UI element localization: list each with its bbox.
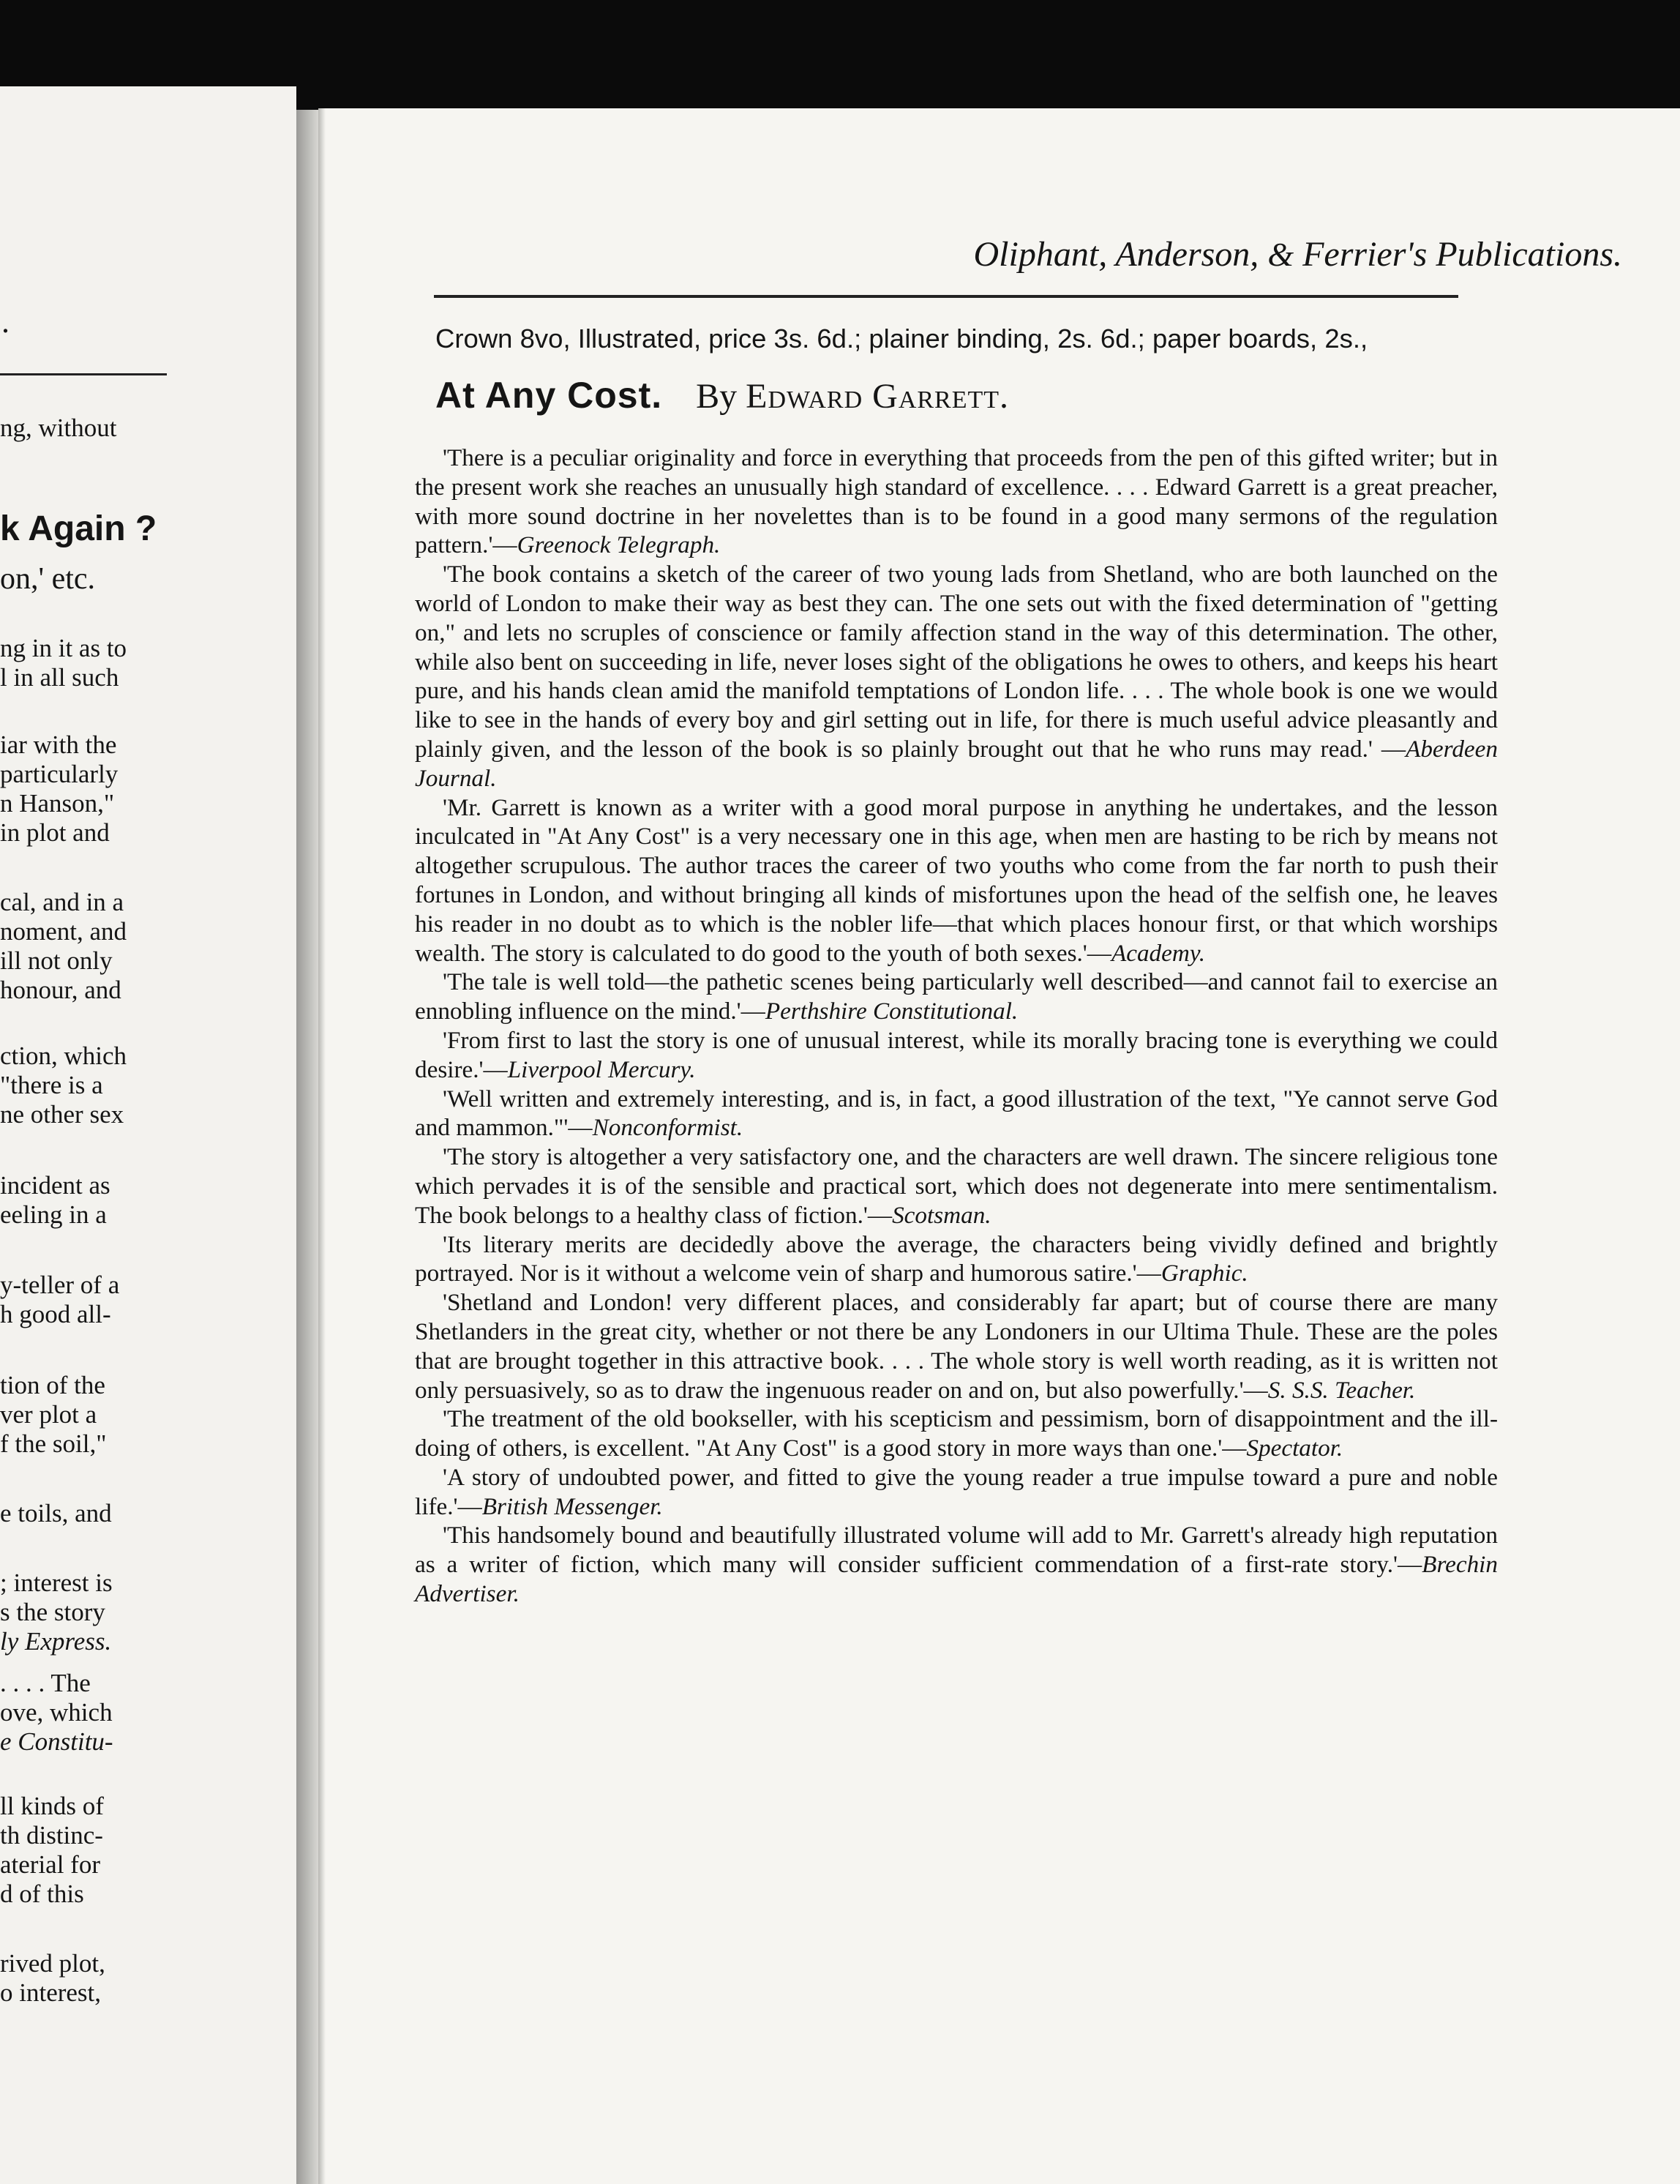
left-text-line: iar with the [0, 730, 117, 759]
left-text-line: "there is a [0, 1071, 103, 1099]
book-title-by: By [696, 377, 738, 416]
left-text-line: cal, and in a [0, 888, 124, 916]
left-text-line: ill not only [0, 946, 113, 975]
left-text-line: ver plot a [0, 1400, 97, 1429]
left-text-line: e Constitu- [0, 1727, 113, 1756]
review-source: Scotsman. [892, 1201, 991, 1229]
review-source: Spectator. [1246, 1435, 1343, 1462]
left-text-line: in plot and [0, 818, 110, 847]
review-text: 'The story is altogether a very satisfactory one, and the characters are well drawn. The sincere religious tone which pervades it is of the sensible and practical sort, which does not degenerate into mere sentimentalism. The book belongs to a healthy class of fiction.'— [415, 1143, 1498, 1229]
review-text: 'Mr. Garrett is known as a writer with a good moral purpose in anything he undertakes, and the lesson inculcated in "At Any Cost" is a very necessary one in this age, when men are hasting to be rich by means not altogether scrupulous. The author traces the career of two youths who come from the far north to push their fortunes in London, and without bringing all kinds of misfortunes upon the head of the selfish one, he leaves his reader in no doubt as to which is the nobler life—that which places honour first, or that which worships wealth. The story is calculated to do good to the youth of both sexes.'— [415, 793, 1498, 967]
left-text-line: d of this [0, 1880, 84, 1908]
left-page [0, 86, 296, 2184]
left-text-line: ll kinds of [0, 1792, 104, 1820]
review-paragraph [415, 1143, 1498, 1230]
review-text: 'A story of undoubted power, and fitted to give the young reader a true impulse toward a pure and noble life.'— [415, 1463, 1498, 1520]
left-text-line: ng in it as to [0, 634, 127, 662]
review-source: Perthshire Constitutional. [765, 998, 1019, 1025]
running-head-part: Oliphant, Anderson, [973, 235, 1268, 274]
review-source: Liverpool Mercury. [507, 1055, 696, 1083]
book-title: At Any Cost. [435, 375, 663, 416]
review-source: Nonconformist. [592, 1114, 743, 1142]
left-text-line: s the story [0, 1598, 105, 1626]
review-source: Brechin Advertiser. [415, 1551, 1498, 1608]
review-paragraph [415, 793, 1498, 968]
left-text-line: n Hanson," [0, 789, 115, 818]
left-text-line: . . . . The [0, 1669, 91, 1697]
left-text-line: incident as [0, 1171, 110, 1200]
reviews [415, 444, 1498, 1609]
header-rule [434, 295, 1458, 298]
page-edge-shadow [318, 108, 326, 2184]
left-text-line: ne other sex [0, 1100, 124, 1129]
review-text: 'Well written and extremely interesting, and is, in fact, a good illustration of the text, "Ye cannot serve God and mammon."'— [415, 1085, 1498, 1142]
review-paragraph [415, 1405, 1498, 1463]
left-text-line: rived plot, [0, 1949, 105, 1978]
left-text-line: tion of the [0, 1371, 105, 1399]
running-head-part: Ferrier's Publications. [1294, 235, 1622, 274]
review-paragraph [415, 560, 1498, 793]
left-text-line: ng, without [0, 414, 117, 442]
left-text-line: e toils, and [0, 1499, 112, 1527]
left-text-line: l in all such [0, 663, 119, 692]
left-text-line: h good all- [0, 1300, 111, 1328]
review-paragraph [415, 1288, 1498, 1405]
book-title-line [435, 372, 1009, 420]
left-page-dot: . [1, 304, 10, 340]
review-source: Academy. [1111, 939, 1206, 967]
left-page-rule [0, 373, 167, 375]
review-paragraph [415, 1463, 1498, 1522]
running-head [318, 233, 1666, 277]
left-text-line: ction, which [0, 1041, 127, 1070]
left-text-line: particularly [0, 760, 119, 788]
review-source: Graphic. [1160, 1260, 1248, 1287]
left-text-line: noment, and [0, 917, 127, 946]
left-text-line: eeling in a [0, 1200, 107, 1229]
review-source: Aberdeen Journal. [415, 735, 1498, 792]
left-subheading-line: on,' etc. [0, 562, 96, 596]
review-text: 'The book contains a sketch of the career of two young lads from Shetland, who are both launched on the world of London to make their way as best they can. The one sets out with the fixed determination of "getting on," and lets no scruples of conscience or family affection stand in the way of this determination. The other, while also bent on succeeding in life, never loses sight of the obligations he owes to others, and keeps his heart pure, and his hands clean amid the manifold temptations of London life. . . . The whole book is one we would like to see in the hands of every boy and girl setting out in life, for there is much useful advice pleasantly and plainly given, and the lesson of the book is so plainly brought out that he who runs may read.' — [415, 561, 1498, 763]
left-text-line: honour, and [0, 976, 121, 1004]
review-text: 'The tale is well told—the pathetic scenes being particularly well described—and cannot fail to exercise an ennobling influence on the mind.'— [415, 968, 1498, 1025]
review-text: 'Shetland and London! very different places, and considerably far apart; but of course there are many Shetlanders in the great city, whether or not there be any Londoners in our Ultima Thule. These are the poles that are brought together in this attractive book. . . . The whole story is well worth reading, as it is written not only persuasively, so as to draw the ingenuous reader on and on, but also powerfully.'— [415, 1289, 1498, 1404]
review-source: S. S.S. Teacher. [1267, 1376, 1416, 1404]
review-text: 'There is a peculiar originality and force in everything that proceeds from the pen of this gifted writer; but in the present work she reaches an unusually high standard of excellence. . . . Edward Garrett is a great preacher, with more sound doctrine in her novelettes than is to be found in a good many sermons of the regulation pattern.'— [415, 444, 1498, 559]
review-text: 'The treatment of the old bookseller, with his scepticism and pessimism, born of disappointment and the ill-doing of others, is excellent. "At Any Cost" is a good story in more ways than one.'— [415, 1405, 1498, 1462]
review-text: 'This handsomely bound and beautifully illustrated volume will add to Mr. Garrett's already high reputation as a writer of fiction, which many will consider sufficient commendation of a first-rate story.'— [415, 1522, 1498, 1579]
left-text-line: o interest, [0, 1978, 102, 2007]
review-paragraph [415, 444, 1498, 560]
review-paragraph [415, 968, 1498, 1026]
right-page [318, 108, 1680, 2184]
left-text-line: aterial for [0, 1850, 100, 1879]
left-text-line: y-teller of a [0, 1271, 120, 1299]
review-source: British Messenger. [481, 1492, 663, 1520]
running-head-ampersand: & [1267, 236, 1294, 273]
left-text-line: th distinc- [0, 1821, 103, 1850]
review-paragraph [415, 1521, 1498, 1608]
review-paragraph [415, 1085, 1498, 1143]
price-line: Crown 8vo, Illustrated, price 3s. 6d.; plainer binding, 2s. 6d.; paper boards, 2s., [435, 324, 1368, 354]
left-text-line: ly Express. [0, 1627, 112, 1656]
review-paragraph [415, 1230, 1498, 1289]
review-paragraph [415, 1026, 1498, 1085]
left-text-line: ove, which [0, 1698, 113, 1727]
left-heading-line: k Again ? [0, 509, 157, 548]
page-gutter [296, 110, 318, 2184]
left-text-line: f the soil," [0, 1429, 107, 1458]
review-text: 'From first to last the story is one of unusual interest, while its morally bracing tone is everything we could desire.'— [415, 1026, 1498, 1083]
review-source: Greenock Telegraph. [517, 531, 721, 559]
book-author: Edward Garrett. [746, 377, 1010, 416]
left-text-line: ; interest is [0, 1568, 113, 1597]
review-text: 'Its literary merits are decidedly above the average, the characters being vividly defined and brightly portrayed. Nor is it without a welcome vein of sharp and humorous satire.'— [415, 1230, 1498, 1287]
